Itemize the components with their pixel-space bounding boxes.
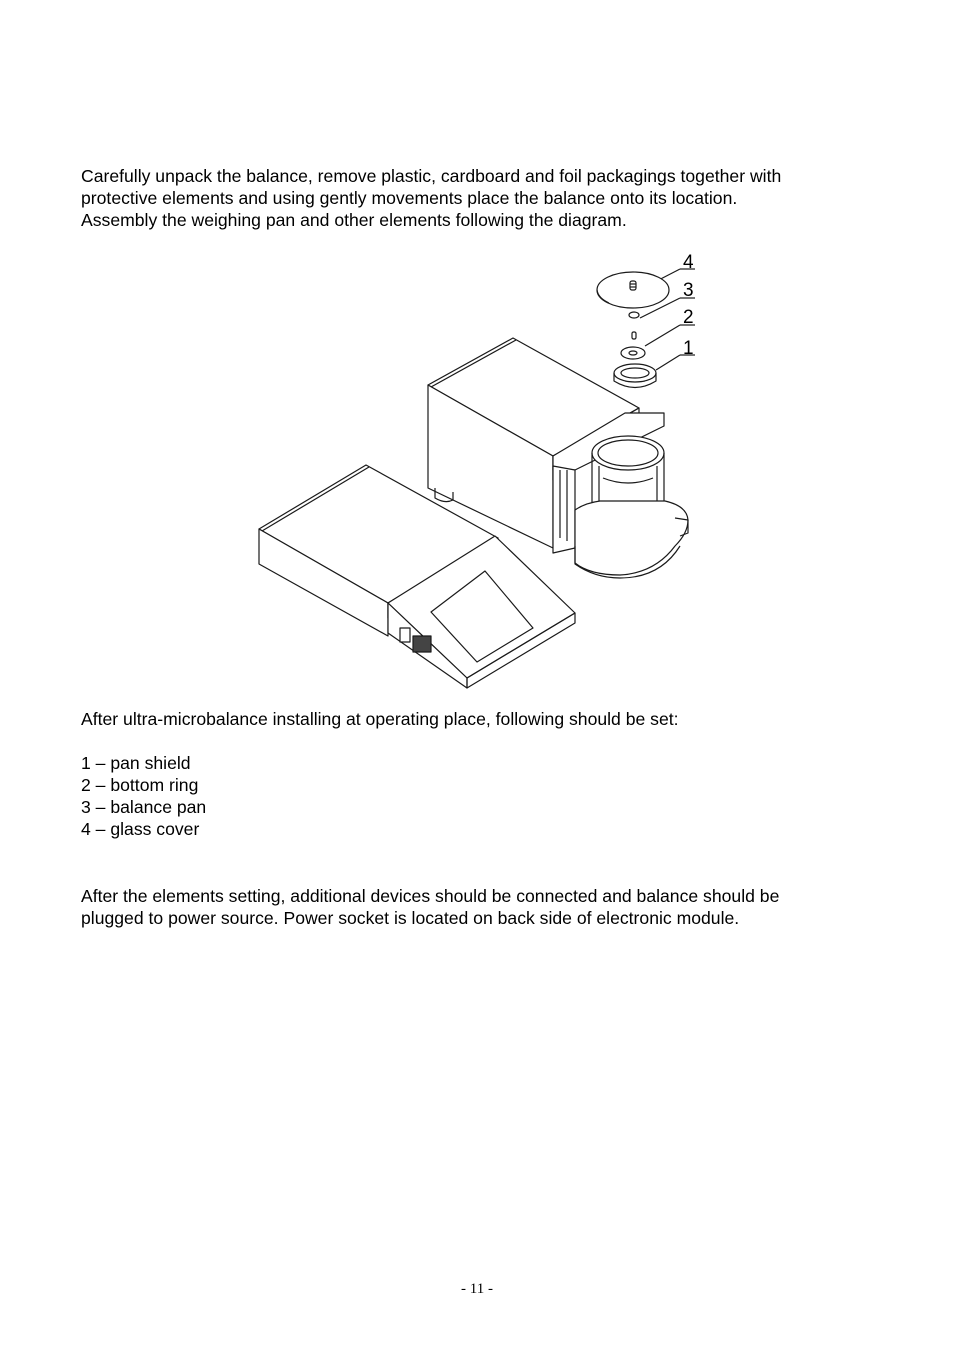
balance-assembly-diagram (255, 248, 700, 690)
callout-1: 1 (683, 338, 694, 359)
balance-pan-part (629, 312, 639, 339)
closing-paragraph (81, 885, 881, 929)
closing-line: After the elements setting, additional devices should be connected and balance should be (81, 886, 780, 906)
callout-4: 4 (683, 252, 694, 273)
closing-line: plugged to power source. Power socket is located on back side of electronic module. (81, 908, 740, 928)
list-item: 4 – glass cover (81, 819, 200, 839)
bottom-ring-part (621, 347, 645, 359)
intro-line: Assembly the weighing pan and other elements following the diagram. (81, 210, 627, 230)
page-number: - 11 - (461, 1281, 493, 1297)
list-item: 2 – bottom ring (81, 775, 199, 795)
install-settings-paragraph: After ultra-microbalance installing at operating place, following should be set: (81, 709, 679, 729)
list-item: 3 – balance pan (81, 797, 207, 817)
callout-2: 2 (683, 307, 694, 328)
callout-3: 3 (683, 280, 694, 301)
pan-shield-part (614, 364, 656, 388)
glass-cover-part (597, 272, 669, 308)
intro-line: protective elements and using gently movements place the balance onto its location. (81, 188, 738, 208)
list-item: 1 – pan shield (81, 753, 191, 773)
intro-paragraph (81, 165, 881, 231)
intro-line: Carefully unpack the balance, remove plastic, cardboard and foil packagings together with (81, 166, 782, 186)
parts-list (81, 752, 206, 840)
